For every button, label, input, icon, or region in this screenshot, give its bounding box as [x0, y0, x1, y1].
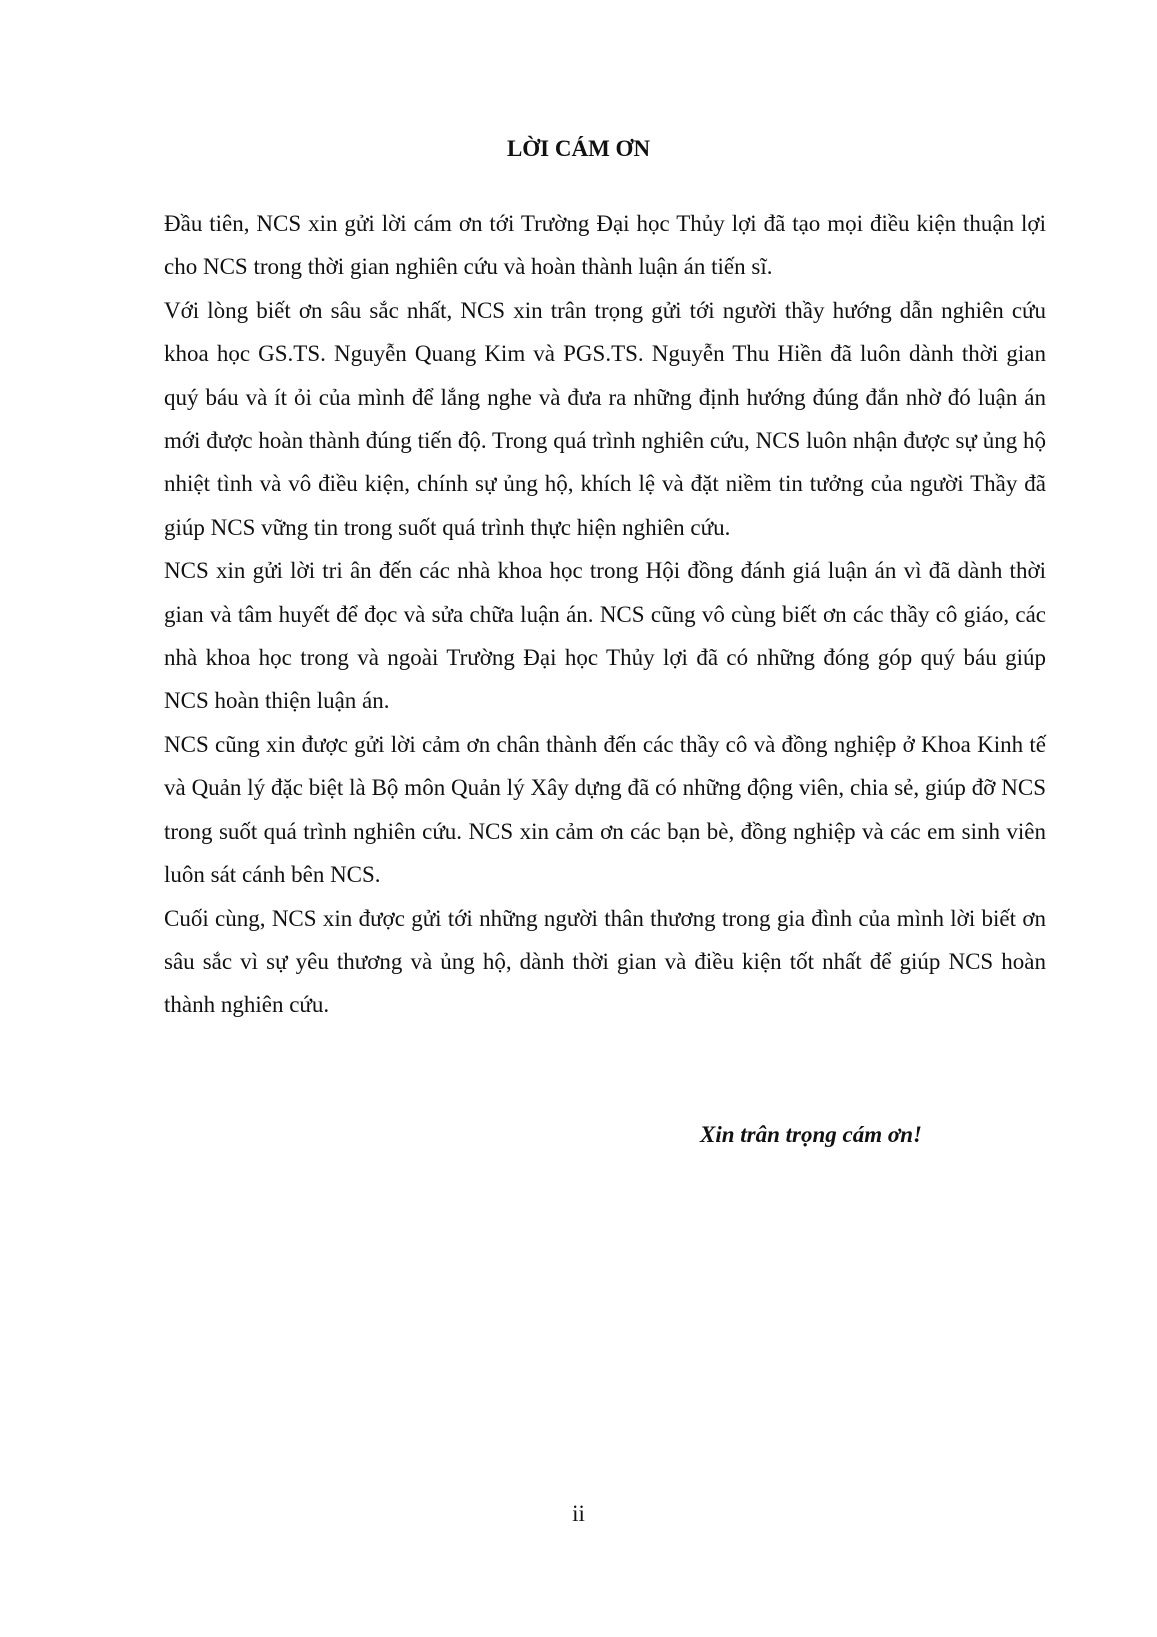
- page-number: ii: [572, 1501, 585, 1526]
- paragraph-4: NCS cũng xin được gửi lời cảm ơn chân thành đến các thầy cô và đồng nghiệp ở Khoa Kinh tế và Quản lý đặc biệt là Bộ môn Quản lý Xây dựng đã có những động viên, chia sẻ, giúp đỡ NCS trong suốt quá trình nghiên cứu. NCS xin cảm ơn các bạn bè, đồng nghiệp và các em sinh viên luôn sát cánh bên NCS.: [164, 731, 1046, 888]
- closing-line: Xin trân trọng cám ơn!: [700, 1122, 922, 1147]
- acknowledgement-body: [164, 202, 1046, 1027]
- paragraph-1: Đầu tiên, NCS xin gửi lời cám ơn tới Trường Đại học Thủy lợi đã tạo mọi điều kiện thuận lợi cho NCS trong thời gian nghiên cứu và hoàn thành luận án tiến sĩ.: [164, 211, 1046, 280]
- paragraph-2: Với lòng biết ơn sâu sắc nhất, NCS xin trân trọng gửi tới người thầy hướng dẫn nghiên cứu khoa học GS.TS. Nguyễn Quang Kim và PGS.TS. Nguyễn Thu Hiền đã luôn dành thời gian quý báu và ít ỏi của mình để lắng nghe và đưa ra những định hướng đúng đắn nhờ đó luận án mới được hoàn thành đúng tiến độ. Trong quá trình nghiên cứu, NCS luôn nhận được sự ủng hộ nhiệt tình và vô điều kiện, chính sự ủng hộ, khích lệ và đặt niềm tin tưởng của người Thầy đã giúp NCS vững tin trong suốt quá trình thực hiện nghiên cứu.: [164, 297, 1046, 540]
- paragraph-5: Cuối cùng, NCS xin được gửi tới những người thân thương trong gia đình của mình lời biết ơn sâu sắc vì sự yêu thương và ủng hộ, dành thời gian và điều kiện tốt nhất để giúp NCS hoàn thành nghiên cứu.: [164, 905, 1046, 1018]
- page-title: LỜI CÁM ƠN: [506, 136, 651, 161]
- paragraph-3: NCS xin gửi lời tri ân đến các nhà khoa học trong Hội đồng đánh giá luận án vì đã dành thời gian và tâm huyết để đọc và sửa chữa luận án. NCS cũng vô cùng biết ơn các thầy cô giáo, các nhà khoa học trong và ngoài Trường Đại học Thủy lợi đã có những đóng góp quý báu giúp NCS hoàn thiện luận án.: [164, 558, 1046, 714]
